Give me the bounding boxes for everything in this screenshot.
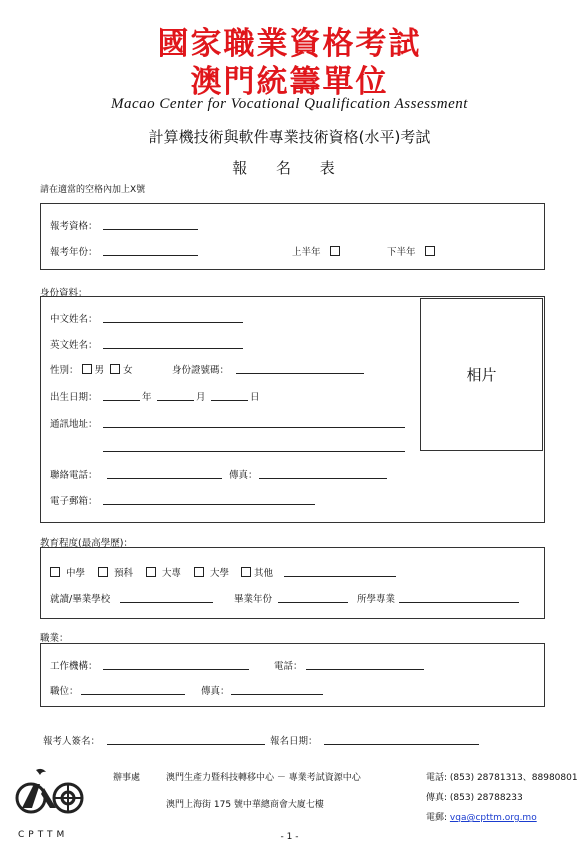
school-field[interactable] [120,602,213,603]
phone-field[interactable] [107,478,222,479]
cpttm-logo-icon [10,766,98,828]
title-line2: 澳門統籌單位 [190,64,389,100]
work-phone-field[interactable] [306,669,424,670]
contact-email-row [426,810,537,823]
photo-label: 相片 [466,366,497,384]
subtitle-english: Macao Center for Vocational Qualification Assessment [111,96,468,112]
fax-field[interactable] [259,478,387,479]
chinese-name-field[interactable] [103,322,243,323]
education-option-label: 大專 [162,568,182,579]
education-option-0[interactable] [50,565,85,579]
email-label: 電子郵箱： [50,496,98,507]
grad-year-field[interactable] [278,602,348,603]
female-checkbox[interactable] [110,364,120,374]
dob-day-field[interactable] [211,400,248,401]
education-checkbox-3[interactable] [194,567,204,577]
instruction-text: 請在適當的空格內加上X號 [40,185,146,195]
employer-field[interactable] [103,669,249,670]
second-half-checkbox[interactable] [425,246,435,256]
major-label: 所學專業 [357,594,396,605]
org-address: 澳門上海街 175 號中華總商會大廈七樓 [166,800,324,810]
id-number-field[interactable] [236,373,364,374]
first-half-label: 上半年 [292,247,321,258]
education-checkbox-4[interactable] [241,567,251,577]
education-option-2[interactable] [146,565,181,579]
work-fax-field[interactable] [231,694,323,695]
education-checkbox-1[interactable] [98,567,108,577]
page-number: - 1 - [280,832,299,842]
position-label: 職位： [50,686,79,697]
email-field[interactable] [103,504,315,505]
phone-label: 聯絡電話： [50,470,98,481]
logo-text: CPTTM [18,830,69,840]
title-line1: 國家職業資格考試 [157,26,422,62]
employment-box [40,643,545,707]
exam-year-label: 報考年份： [50,247,98,258]
dob-day-unit: 日 [250,392,260,403]
gender-label: 性別： [50,365,79,376]
school-label: 就讀/畢業學校 [50,594,111,605]
male-label: 男 [94,365,105,376]
email-link[interactable]: vqa@cpttm.org.mo [449,813,537,823]
education-option-3[interactable] [194,565,229,579]
qualification-field[interactable] [103,229,198,230]
education-option-label: 其他 [254,568,274,579]
education-checkbox-0[interactable] [50,567,60,577]
second-half-label: 下半年 [387,247,416,258]
exam-year-field[interactable] [103,255,198,256]
education-option-label: 預科 [114,568,134,579]
identity-heading: 身份資料： [40,288,88,299]
contact-fax: 傳真: (853) 28788233 [426,793,523,803]
education-option-label: 大學 [210,568,230,579]
female-label: 女 [123,365,133,376]
second-half-option[interactable] [387,244,438,258]
qualification-label: 報考資格： [50,221,98,232]
date-label: 報名日期： [270,736,318,747]
major-field[interactable] [399,602,519,603]
fax-label: 傳真： [229,470,258,481]
dob-year-field[interactable] [103,400,140,401]
english-name-label: 英文姓名： [50,340,98,351]
education-heading: 教育程度(最高學歷)： [40,538,133,549]
address-label: 通訊地址： [50,419,98,430]
education-box [40,547,545,619]
form-title: 報 名 表 [232,159,347,177]
english-name-field[interactable] [103,348,243,349]
dob-label: 出生日期： [50,392,98,403]
first-half-option[interactable] [292,244,343,258]
work-phone-label: 電話： [274,661,303,672]
email-prefix: 電郵: [426,813,450,823]
exam-info-box [40,203,545,270]
dob-month-field[interactable] [157,400,194,401]
signature-label: 報考人簽名： [43,736,101,747]
signature-field[interactable] [107,744,265,745]
contact-phone: 電話: (853) 28781313、88980801 [426,773,578,783]
dob-year-unit: 年 [142,392,152,403]
education-option-1[interactable] [98,565,133,579]
chinese-name-label: 中文姓名： [50,314,98,325]
address-field-line2[interactable] [103,451,405,452]
work-fax-label: 傳真： [201,686,230,697]
employer-label: 工作機構： [50,661,98,672]
employment-heading: 職業： [40,633,69,644]
grad-year-label: 畢業年份 [234,594,273,605]
office-label: 辦事處 [113,773,141,783]
male-checkbox[interactable] [82,364,92,374]
exam-name: 計算機技術與軟件專業技術資格(水平)考試 [148,128,431,146]
first-half-checkbox[interactable] [330,246,340,256]
org-name: 澳門生產力暨科技轉移中心 － 專業考試資源中心 [166,773,361,783]
education-checkbox-2[interactable] [146,567,156,577]
address-field-line1[interactable] [103,427,405,428]
photo-box[interactable] [420,298,543,451]
dob-month-unit: 月 [196,392,206,403]
date-field[interactable] [324,744,479,745]
education-other-field[interactable] [284,576,396,577]
education-option-4[interactable] [241,565,273,579]
education-option-label: 中學 [66,568,86,579]
id-number-label: 身份證號碼： [172,365,230,376]
position-field[interactable] [81,694,185,695]
gender-row [50,362,133,376]
